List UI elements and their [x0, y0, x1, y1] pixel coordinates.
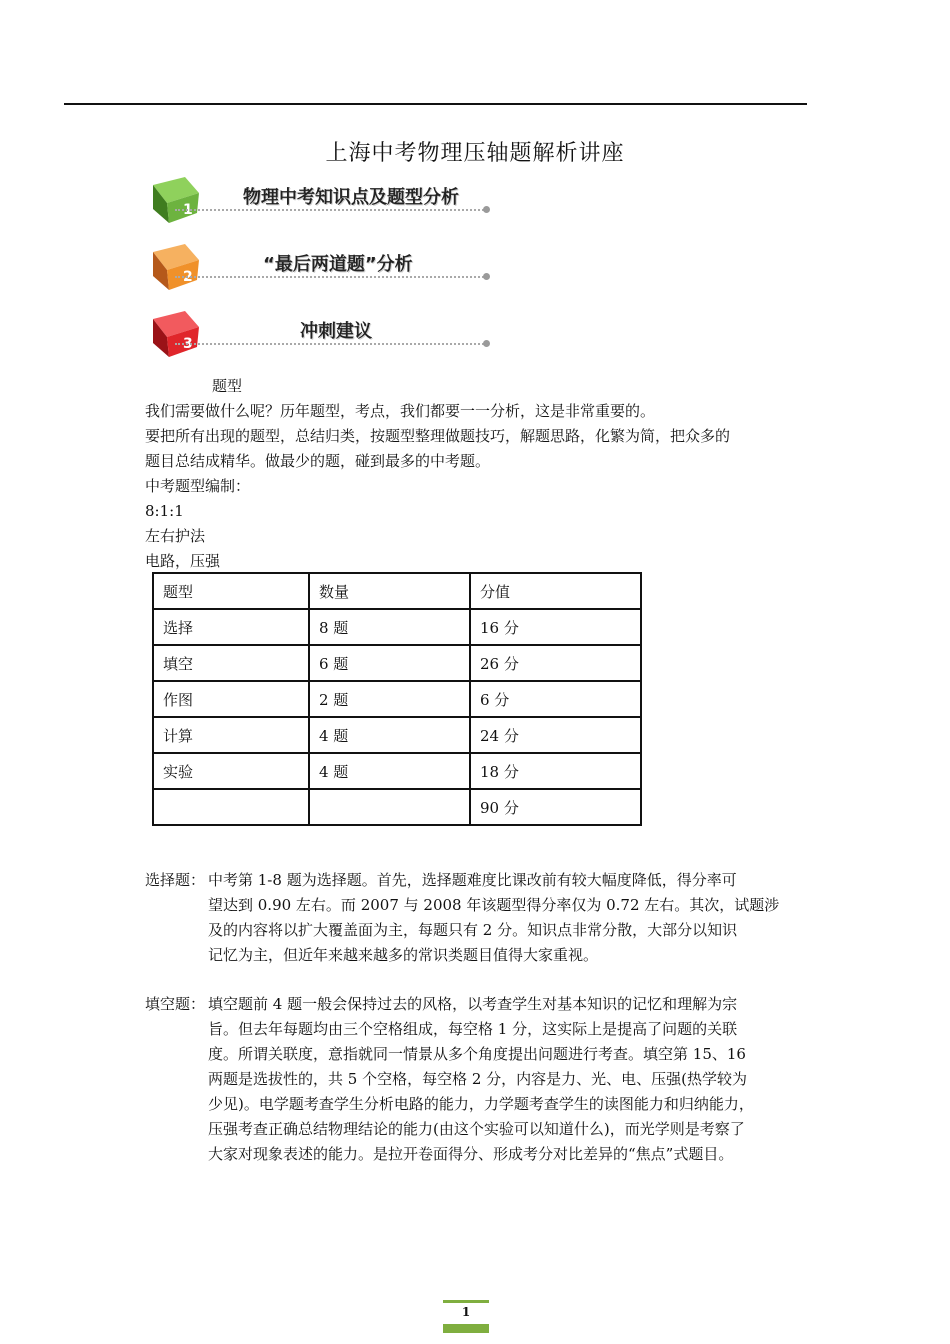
section-banner-3 — [145, 307, 505, 363]
table-cell: 选择 — [153, 609, 309, 645]
page-number-top-bar — [443, 1300, 489, 1303]
intro-paragraph-2-line-1: 要把所有出现的题型，总结归类，按题型整理做题技巧，解题思路，化繁为简，把众多的 — [145, 427, 731, 445]
section-number-2: 2 — [183, 269, 193, 285]
table-row — [153, 609, 641, 645]
table-cell: 作图 — [153, 681, 309, 717]
table-total-row — [153, 789, 641, 825]
choice-line: 中考第 1-8 题为选择题。首先，选择题难度比课改前有较大幅度降低，得分率可 — [208, 871, 737, 889]
table-row — [153, 681, 641, 717]
header-rule — [64, 103, 807, 105]
section-number-1: 1 — [183, 202, 193, 218]
cube-number-2-icon — [145, 240, 201, 296]
table-total-cell: 90 分 — [470, 789, 641, 825]
choice-question-label: 选择题： — [145, 871, 206, 889]
page-number: 1 — [461, 1305, 471, 1319]
table-row — [153, 717, 641, 753]
fill-question-body — [208, 992, 825, 1167]
page-title: 上海中考物理压轴题解析讲座 — [325, 141, 625, 166]
fill-line: 压强考查正确总结物理结论的能力(由这个实验可以知道什么)，而光学则是考察了 — [208, 1120, 745, 1138]
fill-line: 大家对现象表述的能力。是拉开卷面得分、形成考分对比差异的“焦点”式题目。 — [208, 1145, 734, 1163]
section-label-3: 冲刺建议 — [300, 321, 372, 342]
table-cell: 填空 — [153, 645, 309, 681]
table-cell: 6 题 — [309, 645, 470, 681]
section-banner-2 — [145, 240, 505, 296]
fill-line: 度。所谓关联度，意指就同一情景从多个角度提出问题进行考查。填空第 15、16 — [208, 1045, 746, 1063]
intro-line-5: 左右护法 — [145, 527, 206, 545]
table-cell: 实验 — [153, 753, 309, 789]
intro-line-3: 中考题型编制： — [145, 477, 251, 495]
dotted-line — [175, 209, 487, 211]
table-header-row — [153, 573, 641, 609]
section-number-3: 3 — [183, 336, 193, 352]
table-cell: 26 分 — [470, 645, 641, 681]
intro-line-6: 电路，压强 — [145, 552, 221, 570]
table-cell: 6 分 — [470, 681, 641, 717]
fill-line: 两题是选拔性的，共 5 个空格，每空格 2 分，内容是力、光、电、压强(热学较为 — [208, 1070, 748, 1088]
cube-number-1-icon — [145, 173, 201, 229]
page-number-bottom-bar — [443, 1324, 489, 1333]
choice-question-body — [208, 868, 825, 968]
table-header-cell: 数量 — [309, 573, 470, 609]
dot-end — [483, 273, 490, 280]
choice-line: 望达到 0.90 左右。而 2007 与 2008 年该题型得分率仅为 0.72 左右。其次，试题涉 — [208, 896, 780, 914]
intro-heading: 题型 — [212, 377, 243, 395]
table-header-cell: 分值 — [470, 573, 641, 609]
table-cell: 8 题 — [309, 609, 470, 645]
table-cell — [309, 789, 470, 825]
table-cell: 计算 — [153, 717, 309, 753]
intro-paragraph-2-line-2: 题目总结成精华。做最少的题，碰到最多的中考题。 — [145, 452, 491, 470]
table-cell: 16 分 — [470, 609, 641, 645]
choice-line: 记忆为主，但近年来越来越多的常识类题目值得大家重视。 — [208, 946, 599, 964]
table-row — [153, 645, 641, 681]
table-cell: 2 题 — [309, 681, 470, 717]
intro-line-4: 8:1:1 — [145, 502, 184, 520]
section-banner-1 — [145, 173, 505, 229]
table-cell: 4 题 — [309, 753, 470, 789]
table-cell — [153, 789, 309, 825]
table-cell: 18 分 — [470, 753, 641, 789]
section-label-2: “最后两道题”分析 — [263, 254, 413, 275]
dot-end — [483, 340, 490, 347]
dotted-line — [175, 276, 487, 278]
fill-question-section — [145, 992, 825, 1167]
table-cell: 24 分 — [470, 717, 641, 753]
dotted-line — [175, 343, 487, 345]
page-number-badge — [443, 1300, 489, 1333]
fill-line: 少见)。电学题考查学生分析电路的能力，力学题考查学生的读图能力和归纳能力， — [208, 1095, 754, 1113]
choice-question-section — [145, 868, 825, 968]
table-row — [153, 753, 641, 789]
fill-line: 旨。但去年每题均由三个空格组成，每空格 1 分，这实际上是提高了问题的关联 — [208, 1020, 738, 1038]
question-type-table — [152, 572, 642, 826]
cube-number-3-icon — [145, 307, 201, 363]
table-header-cell: 题型 — [153, 573, 309, 609]
dot-end — [483, 206, 490, 213]
intro-paragraph-1: 我们需要做什么呢？历年题型，考点，我们都要一一分析，这是非常重要的。 — [145, 402, 656, 420]
fill-question-label: 填空题： — [145, 995, 206, 1013]
fill-line: 填空题前 4 题一般会保持过去的风格，以考查学生对基本知识的记忆和理解为宗 — [208, 995, 738, 1013]
table-cell: 4 题 — [309, 717, 470, 753]
section-label-1: 物理中考知识点及题型分析 — [243, 187, 459, 208]
choice-line: 及的内容将以扩大覆盖面为主，每题只有 2 分。知识点非常分散，大部分以知识 — [208, 921, 738, 939]
